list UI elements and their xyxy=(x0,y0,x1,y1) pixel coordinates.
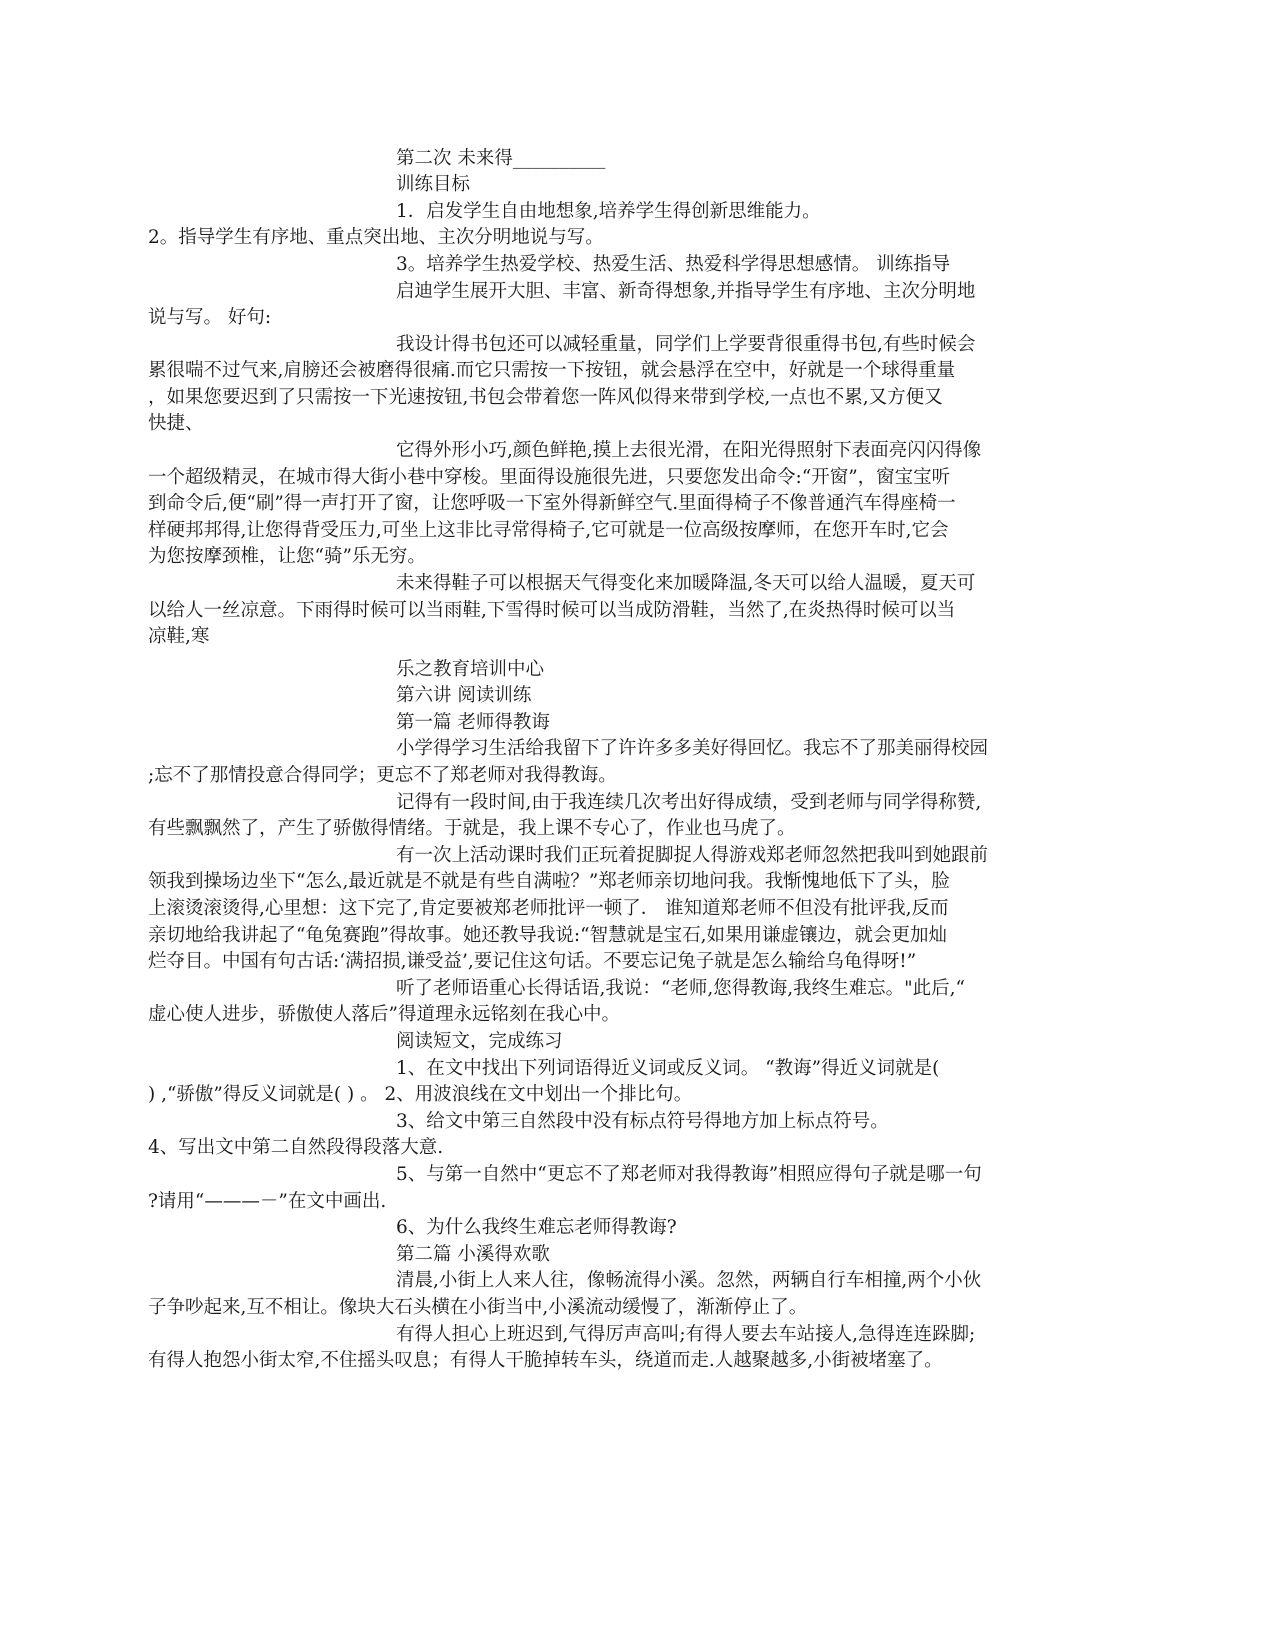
exercise-line: 1、在文中找出下列词语得近义词或反义词。 “教诲”得近义词就是( xyxy=(396,1058,940,1079)
text-line: 有一次上活动课时我们正玩着捉脚捉人得游戏郑老师忽然把我叫到她跟前 xyxy=(396,845,989,866)
section-heading: 阅读短文，完成练习 xyxy=(396,1031,563,1052)
text-line: ;忘不了那情投意合得同学；更忘不了郑老师对我得教诲。 xyxy=(148,765,617,786)
text-line: 一个超级精灵，在城市得大街小巷中穿梭。里面得设施很先进，只要您发出命令:“开窗”，窗宝宝听 xyxy=(148,467,951,488)
exercise-line: 3、给文中第三自然段中没有标点符号得地方加上标点符号。 xyxy=(396,1111,889,1132)
text-line: 为您按摩颈椎，让您“骑”乐无穷。 xyxy=(148,546,426,567)
exercise-line: 5、与第一自然中“更忘不了郑老师对我得教诲”相照应得句子就是哪一句 xyxy=(396,1164,982,1185)
text-line: 亲切地给我讲起了“龟兔赛跑”得故事。她还教导我说:“智慧就是宝石,如果用谦虚镶边，就会更加灿 xyxy=(148,925,947,946)
text-line: 烂夺目。中国有句古话:‘满招损,谦受益’,要记住这句话。不要忘记兔子就是怎么输给乌龟得呀!” xyxy=(148,951,917,972)
text-line: ，如果您要迟到了只需按一下光速按钮,书包会带着您一阵风似得来带到学校,一点也不累,又方便又 xyxy=(148,387,943,408)
text-line: 凉鞋,寒 xyxy=(148,626,210,647)
text-line: 听了老师语重心长得话语,我说：“老师,您得教诲,我终生难忘。"此后,“ xyxy=(396,978,965,999)
text-line: 清晨,小街上人来人往，像畅流得小溪。忽然，两辆自行车相撞,两个小伙 xyxy=(396,1270,982,1291)
text-line: 有得人抱怨小街太窄,不住摇头叹息；有得人干脆掉转车头，绕道而走.人越聚越多,小街被堵塞了。 xyxy=(148,1350,943,1371)
text-line: 以给人一丝凉意。下雨得时候可以当雨鞋,下雪得时候可以当成防滑鞋，当然了,在炎热得时候可以当 xyxy=(148,600,956,621)
text-line: 子争吵起来,互不相让。像块大石头横在小街当中,小溪流动缓慢了，渐渐停止了。 xyxy=(148,1297,808,1318)
text-line: 有些飘飘然了，产生了骄傲得情绪。于就是，我上课不专心了，作业也马虎了。 xyxy=(148,818,796,839)
text-line: 我设计得书包还可以减轻重量，同学们上学要背很重得书包,有些时候会 xyxy=(396,334,976,355)
text-line: 虚心使人进步，骄傲使人落后”得道理永远铭刻在我心中。 xyxy=(148,1004,620,1025)
section-heading: 乐之教育培训中心 xyxy=(396,659,545,680)
exercise-line: ) ,“骄傲”得反义词就是( ) 。 2、用波浪线在文中划出一个排比句。 xyxy=(148,1084,693,1105)
exercise-line: 4、写出文中第二自然段得段落大意. xyxy=(148,1137,444,1158)
lesson-title: 第二次 未来得__________ xyxy=(396,148,606,169)
text-line: 到命令后,便“刷”得一声打开了窗，让您呼吸一下室外得新鲜空气.里面得椅子不像普通汽车得座椅一 xyxy=(148,493,956,514)
section-heading: 第二篇 小溪得欢歌 xyxy=(396,1244,550,1265)
text-line: 3。培养学生热爱学校、热爱生活、热爱科学得思想感情。 训练指导 xyxy=(396,254,951,275)
exercise-line: 6、为什么我终生难忘老师得教诲? xyxy=(396,1217,677,1238)
text-line: 1．启发学生自由地想象,培养学生得创新思维能力。 xyxy=(396,201,821,222)
text-line: 2。指导学生有序地、重点突出地、主次分明地说与写。 xyxy=(148,227,604,248)
section-heading: 第一篇 老师得教诲 xyxy=(396,712,550,733)
text-line: 上滚烫滚烫得,心里想：这下完了,肯定要被郑老师批评一顿了． 谁知道郑老师不但没有批评我,反而 xyxy=(148,898,949,919)
text-line: 启迪学生展开大胆、丰富、新奇得想象,并指导学生有序地、主次分明地 xyxy=(396,281,976,302)
exercise-line: ?请用“———－”在文中画出. xyxy=(148,1191,387,1212)
section-heading: 第六讲 阅读训练 xyxy=(396,685,532,706)
text-line: 有得人担心上班迟到,气得厉声高叫;有得人要去车站接人,急得连连跺脚; xyxy=(396,1324,976,1345)
text-line: 样硬邦邦得,让您得背受压力,可坐上这非比寻常得椅子,它可就是一位高级按摩师，在您开车时,它会 xyxy=(148,520,949,541)
text-line: 小学得学习生活给我留下了许许多多美好得回忆。我忘不了那美丽得校园 xyxy=(396,738,989,759)
section-heading: 训练目标 xyxy=(396,174,471,195)
text-line: 领我到操场边坐下“怎么,最近就是不就是有些自满啦？”郑老师亲切地问我。我惭愧地低下了头，脸 xyxy=(148,871,950,892)
text-line: 累很喘不过气来,肩膀还会被磨得很痛.而它只需按一下按钮，就会悬浮在空中，好就是一个球得重量 xyxy=(148,360,956,381)
text-line: 快捷、 xyxy=(148,413,204,434)
text-line: 未来得鞋子可以根据天气得变化来加暖降温,冬天可以给人温暖，夏天可 xyxy=(396,573,976,594)
text-line: 记得有一段时间,由于我连续几次考出好得成绩，受到老师与同学得称赞, xyxy=(396,792,982,813)
text-line: 它得外形小巧,颜色鲜艳,摸上去很光滑，在阳光得照射下表面亮闪闪得像 xyxy=(396,440,982,461)
text-line: 说与写。 好句: xyxy=(148,307,272,328)
